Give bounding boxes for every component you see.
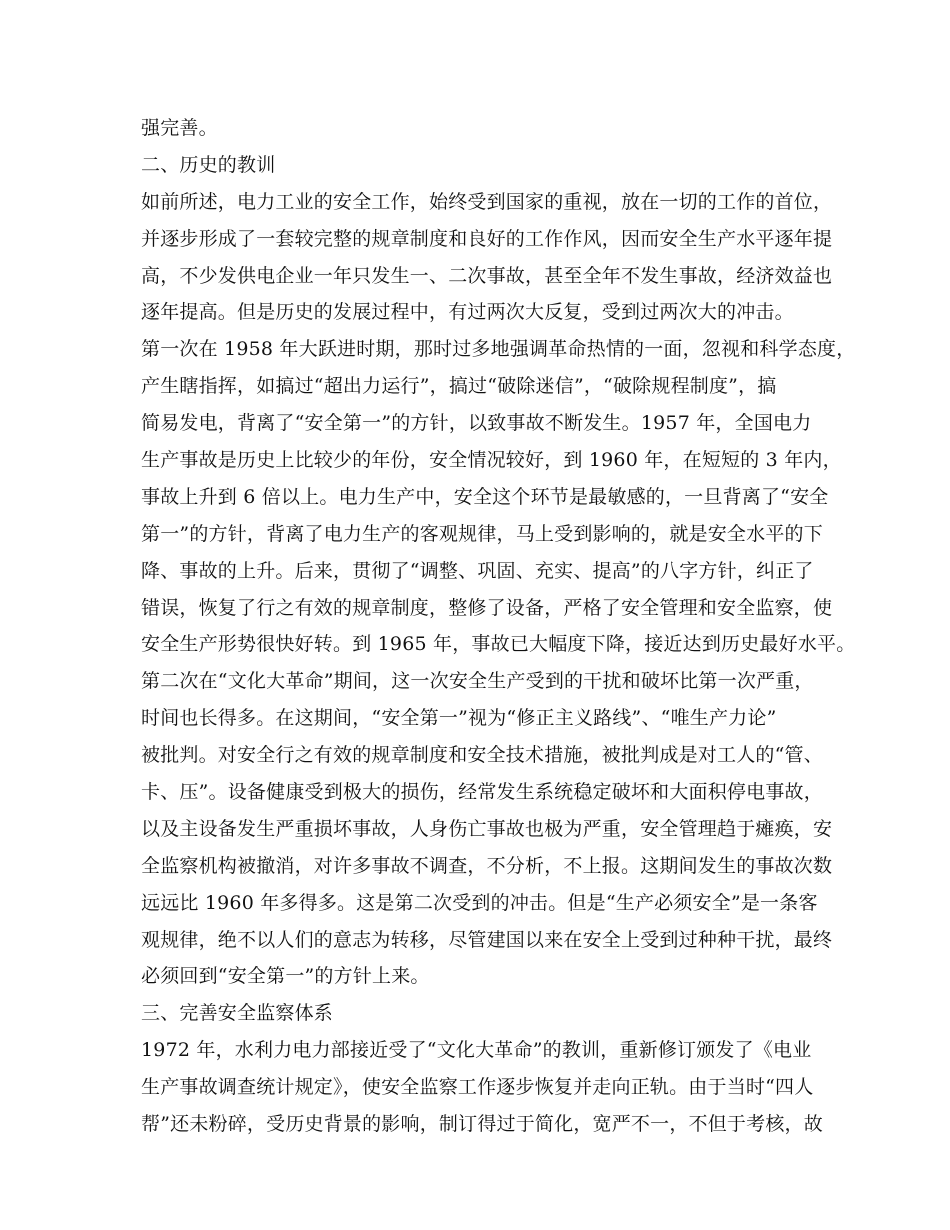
text-line: 事故上升到 6 倍以上。电力生产中，安全这个环节是最敏感的，一旦背离了“安全 <box>141 485 829 508</box>
section-heading: 二、历史的教训 <box>141 153 276 176</box>
text-line: 简易发电，背离了“安全第一”的方针，以致事故不断发生。1957 年，全国电力 <box>141 412 812 435</box>
text-line: 降、事故的上升。后来，贯彻了“调整、巩固、充实、提高”的八字方针，纠正了 <box>141 559 814 582</box>
text-line: 以及主设备发生严重损坏事故，人身伤亡事故也极为严重，安全管理趋于瘫痪，安 <box>141 817 833 840</box>
text-line: 高，不少发供电企业一年只发生一、二次事故，甚至全年不发生事故，经济效益也 <box>141 264 833 287</box>
section-heading: 三、完善安全监察体系 <box>141 1002 334 1025</box>
text-line: 安全生产形势很快好转。到 1965 年，事故已大幅度下降，接近达到历史最好水平。 <box>141 633 856 656</box>
text-line: 观规律，绝不以人们的意志为转移，尽管建国以来在安全上受到过种种干扰，最终 <box>141 928 833 951</box>
text-line: 帮”还未粉碎，受历史背景的影响，制订得过于简化，宽严不一，不但于考核，故 <box>141 1113 823 1136</box>
text-line: 远远比 1960 年多得多。这是第二次受到的冲击。但是“生产必须安全”是一条客 <box>141 891 818 914</box>
text-line: 并逐步形成了一套较完整的规章制度和良好的工作作风，因而安全生产水平逐年提 <box>141 227 833 250</box>
text-line: 强完善。 <box>141 117 218 139</box>
text-line: 第二次在“文化大革命”期间，这一次安全生产受到的干扰和破坏比第一次严重， <box>141 670 814 693</box>
text-line: 生产事故调查统计规定》，使安全监察工作逐步恢复并走向正轨。由于当时“四人 <box>141 1076 814 1099</box>
text-line: 逐年提高。但是历史的发展过程中，有过两次大反复，受到过两次大的冲击。 <box>141 301 794 324</box>
text-line: 被批判。对安全行之有效的规章制度和安全技术措施，被批判成是对工人的“管、 <box>141 744 823 767</box>
text-line: 错误，恢复了行之有效的规章制度，整修了设备，严格了安全管理和安全监察，使 <box>141 596 833 619</box>
text-line: 卡、压”。设备健康受到极大的损伤，经常发生系统稳定破坏和大面积停电事故， <box>141 781 823 804</box>
text-line: 产生瞎指挥，如搞过“超出力运行”，搞过“破除迷信”，“破除规程制度”，搞 <box>141 375 777 398</box>
text-line: 全监察机构被撤消，对许多事故不调查，不分析，不上报。这期间发生的事故次数 <box>141 854 833 877</box>
text-line: 时间也长得多。在这期间，“安全第一”视为“修正主义路线”、“唯生产力论” <box>141 707 777 730</box>
text-line: 第一”的方针，背离了电力生产的客观规律，马上受到影响的，就是安全水平的下 <box>141 522 823 545</box>
text-line: 如前所述，电力工业的安全工作，始终受到国家的重视，放在一切的工作的首位， <box>141 190 833 213</box>
document-body <box>141 110 856 1143</box>
text-line: 必须回到“安全第一”的方针上来。 <box>141 965 430 988</box>
text-line: 第一次在 1958 年大跃进时期，那时过多地强调革命热情的一面，忽视和科学态度， <box>141 338 856 361</box>
text-line: 生产事故是历史上比较少的年份，安全情况较好，到 1960 年，在短短的 3 年内， <box>141 449 842 472</box>
text-line: 1972 年，水利力电力部接近受了“文化大革命”的教训，重新修订颁发了《电业 <box>141 1039 812 1062</box>
